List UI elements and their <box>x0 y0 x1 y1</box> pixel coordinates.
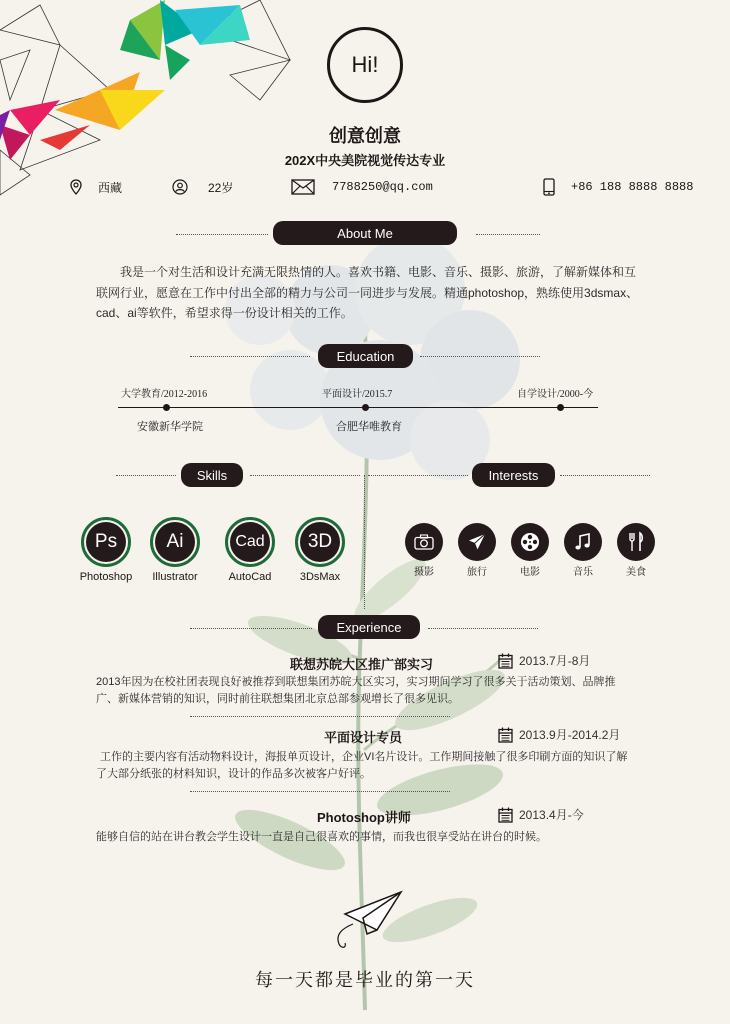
info-email <box>290 176 433 198</box>
skill-ring <box>150 517 200 567</box>
education-divider-right <box>420 356 540 357</box>
info-location <box>68 176 122 198</box>
greeting-text: Hi! <box>351 52 379 77</box>
location-pin-icon <box>68 178 84 196</box>
interests-divider-right <box>560 475 650 476</box>
education-item-label: 自学设计/2000-今 <box>517 389 594 400</box>
experience-date-text: 2013.4月-今 <box>519 808 584 822</box>
skill-name: 3DsMax <box>299 571 341 583</box>
education-item-school: 合肥华唯教育 <box>336 421 402 433</box>
interest-name: 摄影 <box>414 567 434 578</box>
interest-name: 旅行 <box>467 567 487 578</box>
greeting-badge <box>327 27 403 103</box>
envelope-icon <box>290 178 316 196</box>
experience-separator <box>190 791 450 792</box>
interests-heading <box>472 463 555 487</box>
music-note-icon <box>564 523 602 561</box>
about-heading-text: About Me <box>337 225 393 241</box>
info-phone <box>541 176 693 198</box>
autocad-icon: Cad <box>230 522 270 562</box>
skill-item <box>81 517 131 567</box>
candidate-name: 创意创意 <box>329 126 401 146</box>
candidate-subtitle: 202X中央美院视觉传达专业 <box>284 153 446 168</box>
location-text: 西藏 <box>98 180 123 195</box>
experience-item-text: 工作的主要内容有活动物料设计，海报单页设计，企业VI名片设计。工作期间接触了很多印刷方面的知识了解了大部分纸张的材料知识，设计的作品多次被客户好评。 <box>96 751 628 780</box>
experience-date-text: 2013.7月-8月 <box>519 654 591 668</box>
calendar-icon <box>498 807 513 823</box>
experience-item-date <box>498 726 620 743</box>
film-reel-icon <box>511 523 549 561</box>
phone-icon <box>541 178 557 196</box>
education-item-label: 平面设计/2015.7 <box>322 389 393 400</box>
phone-text[interactable]: +86 188 8888 8888 <box>571 180 694 194</box>
interests-heading-text: Interests <box>488 467 539 483</box>
interest-name: 电影 <box>520 567 540 578</box>
fork-knife-icon <box>617 523 655 561</box>
skill-item <box>150 517 200 567</box>
interests-divider-left <box>368 475 468 476</box>
about-divider-right <box>476 234 540 235</box>
calendar-icon <box>498 653 513 669</box>
experience-item-title: Photoshop讲师 <box>317 810 411 825</box>
education-heading-text: Education <box>336 348 395 364</box>
experience-heading-text: Experience <box>336 619 402 635</box>
timeline-dot <box>163 404 170 411</box>
experience-heading <box>318 615 420 639</box>
education-heading <box>318 344 413 368</box>
experience-date-text: 2013.9月-2014.2月 <box>519 728 621 742</box>
about-heading <box>273 221 457 245</box>
about-divider-left <box>176 234 268 235</box>
experience-item-date <box>498 806 584 823</box>
timeline-dot <box>362 404 369 411</box>
education-divider-left <box>190 356 310 357</box>
skills-heading-text: Skills <box>196 467 228 483</box>
skill-item <box>225 517 275 567</box>
interest-name: 音乐 <box>573 567 593 578</box>
origami-decoration <box>0 0 300 200</box>
skill-ring <box>225 517 275 567</box>
education-item-school: 安徽新华学院 <box>137 421 203 433</box>
education-timeline <box>118 407 598 408</box>
skills-heading <box>181 463 243 487</box>
photoshop-icon: Ps <box>86 522 126 562</box>
experience-item-title: 平面设计专员 <box>324 730 403 745</box>
user-icon <box>172 178 188 196</box>
3dsmax-icon: 3D <box>300 522 340 562</box>
experience-divider-right <box>428 628 538 629</box>
skill-ring <box>81 517 131 567</box>
interest-name: 美食 <box>626 567 646 578</box>
section-vertical-divider <box>364 475 365 609</box>
skills-divider-right <box>250 475 360 476</box>
skill-name: Photoshop <box>79 571 133 583</box>
airplane-icon <box>458 523 496 561</box>
paper-plane-icon <box>325 888 415 958</box>
skill-name: Illustrator <box>152 571 198 583</box>
education-item-label: 大学教育/2012-2016 <box>121 389 208 400</box>
camera-icon <box>405 523 443 561</box>
illustrator-icon: Ai <box>155 522 195 562</box>
skill-item <box>295 517 345 567</box>
motto-text: 每一天都是毕业的第一天 <box>255 970 475 991</box>
experience-separator <box>190 716 450 717</box>
skills-divider-left <box>116 475 176 476</box>
skill-name: AutoCad <box>228 571 272 583</box>
experience-item-title: 联想苏皖大区推广部实习 <box>290 657 434 672</box>
experience-item-text: 能够自信的站在讲台教会学生设计一直是自己很喜欢的事情，而我也很享受站在讲台的时候。 <box>96 831 547 843</box>
experience-item-text: 2013年因为在校社团表现良好被推荐到联想集团苏皖大区实习，实习期间学习了很多关于活动策划、品牌推广、新媒体营销的知识，同时前往联想集团北京总部参观增长了很多见识。 <box>96 676 616 705</box>
info-age <box>172 176 233 198</box>
skill-ring <box>295 517 345 567</box>
email-text[interactable]: 7788250@qq.com <box>332 180 433 194</box>
about-paragraph: 我是一个对生活和设计充满无限热情的人。喜欢书籍、电影、音乐、摄影、旅游，了解新媒体和互联网行业，愿意在工作中付出全部的精力与公司一同进步与发展。精通photoshop，熟练使用3dsmax、cad、ai等软件，希望求得一份设计相关的工作。 <box>96 265 639 320</box>
calendar-icon <box>498 727 513 743</box>
experience-divider-left <box>190 628 312 629</box>
age-text: 22岁 <box>208 180 234 195</box>
timeline-dot <box>557 404 564 411</box>
experience-item-date <box>498 652 590 669</box>
